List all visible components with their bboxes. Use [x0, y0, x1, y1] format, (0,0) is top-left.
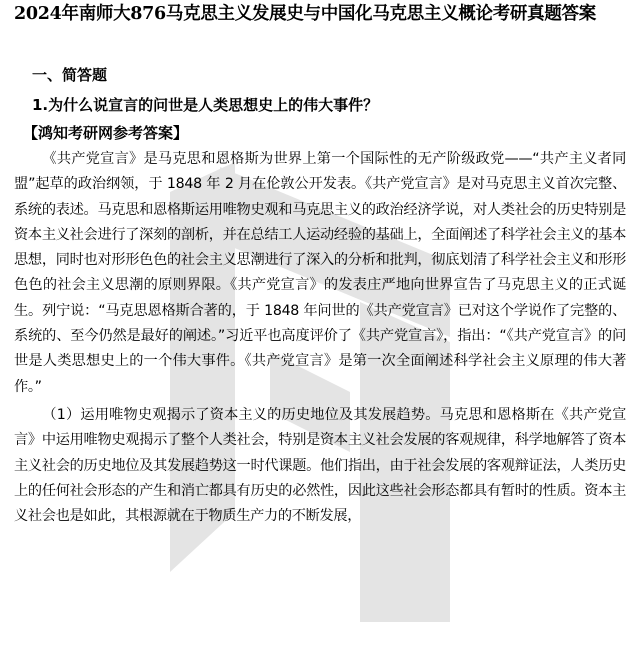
answer-paragraph: 《共产党宣言》是马克思和恩格斯为世界上第一个国际性的无产阶级政党——“共产主义者同盟”起草的政治纲领，于 1848 年 2 月在伦敦公开发表。《共产党宣言》是对马克思主义首次完整、系统的表述。马克思和恩格斯运用唯物史观和马克思主义的政治经济学说，对人类社会的历史特别是资本主义社会进行了深刻的剖析，并在总结工人运动经验的基础上，全面阐述了科学社会主义的基本思想，同时也对形形色色的社会主义思潮进行了深入的分析和批判，彻底划清了科学社会主义和形形色色的社会主义思潮的原则界限。《共产党宣言》的发表庄严地向世界宣告了马克思主义的正式诞生。列宁说：“马克思恩格斯合著的，于 1848 年问世的《共产党宣言》已对这个学说作了完整的、系统的、至今仍然是最好的阐述。”习近平也高度评价了《共产党宣言》，指出：“《共产党宣言》的问世是人类思想史上的一个伟大事件。《共产党宣言》是第一次全面阐述科学社会主义原理的伟大著作。” [14, 151, 626, 395]
document-title: 2024年南师大876马克思主义发展史与中国化马克思主义概论考研真题答案 [14, 4, 596, 24]
answer-label: 【鸿知考研网参考答案】 [23, 124, 189, 142]
answer-paragraph: （1）运用唯物史观揭示了资本主义的历史地位及其发展趋势。马克思和恩格斯在《共产党宣言》中运用唯物史观揭示了整个人类社会，特别是资本主义社会发展的客观规律，科学地解答了资本主义社会的历史地位及其发展趋势这一时代课题。他们指出，由于社会发展的客观辩证法，人类历史上的任何社会形态的产生和消亡都具有历史的必然性，因此这些社会形态都具有暂时的性质。资本主义社会也是如此，其根源就在于物质生产力的不断发展， [14, 406, 626, 525]
section-heading: 一、简答题 [32, 66, 108, 84]
document-page [0, 2, 640, 529]
question-heading: 1.为什么说宣言的问世是人类思想史上的伟大事件？ [32, 96, 379, 114]
